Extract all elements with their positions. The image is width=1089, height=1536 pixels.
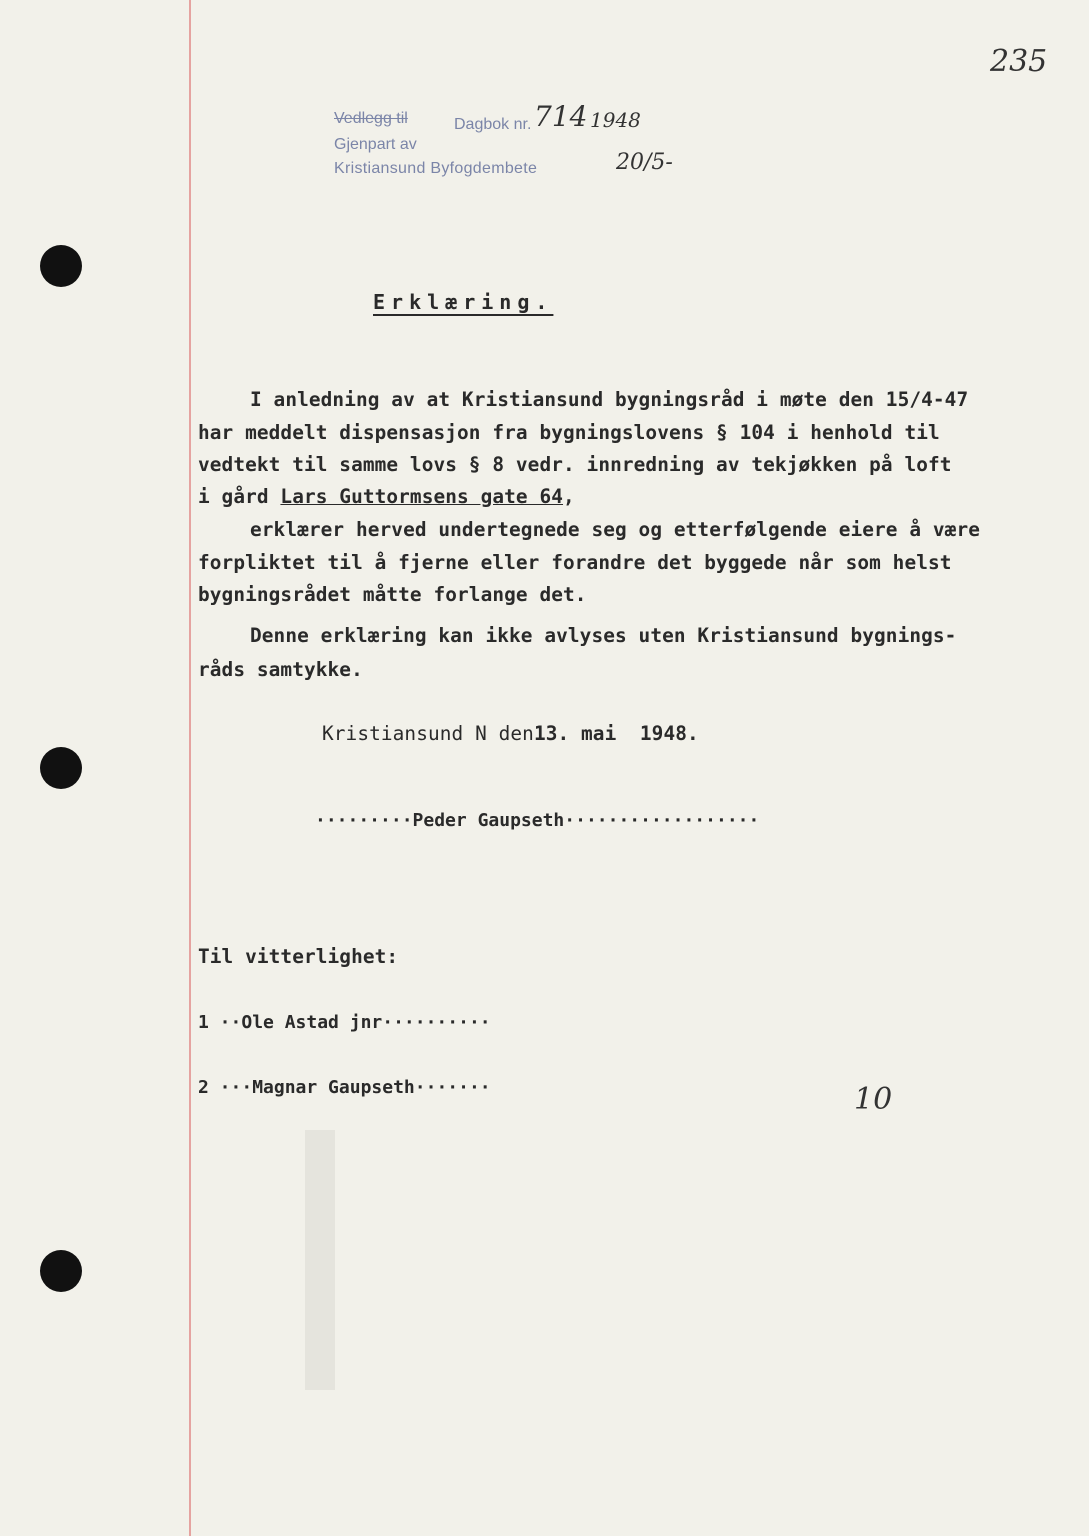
witness-number: 1 [198,1012,209,1033]
registration-stamp [334,100,694,184]
punch-hole [40,1250,82,1292]
margin-note: 10 [854,1082,893,1117]
paragraph-line: har meddelt dispensasjon fra bygningslovens § 104 i henhold til [198,421,940,444]
paragraph-line: Denne erklæring kan ikke avlyses uten Kristiansund bygnings- [250,624,957,647]
stamp-gjenpart: Gjenpart av [334,136,417,153]
stamp-office: Kristiansund Byfogdembete [334,160,538,177]
paragraph-line: bygningsrådet måtte forlange det. [198,583,587,606]
stamp-year: 1948 [590,108,641,132]
witness-name: Ole Astad jnr [241,1012,383,1033]
stamp-date: 20/5- [616,150,673,175]
paragraph-line: forpliktet til å fjerne eller forandre det byggede når som helst [198,551,952,574]
witness-name: Magnar Gaupseth [252,1077,415,1098]
margin-line [189,0,191,1536]
witness-line: 1 ··Ole Astad jnr·········· [198,1012,491,1033]
paragraph-line [198,485,575,508]
punch-hole [40,245,82,287]
place-date-value: 13. mai 1948. [533,722,699,745]
place-date-prefix: Kristiansund N den [322,722,534,745]
gard-prefix: i gård [198,485,281,508]
page-number: 235 [990,44,1048,79]
signature-name: Peder Gaupseth [412,810,565,831]
document-title: Erklæring. [373,290,554,314]
stamp-struck-text: Vedlegg til [334,110,408,127]
paragraph-line: I anledning av at Kristiansund bygningsråd i møte den 15/4-47 [250,388,969,411]
stamp-dagbok-number: 714 [534,100,588,133]
signature-line: ·········Peder Gaupseth·················· [315,810,760,831]
punch-hole [40,747,82,789]
paragraph-line: vedtekt til samme lovs § 8 vedr. innredning av tekjøkken på loft [198,453,952,476]
witness-line: 2 ···Magnar Gaupseth······· [198,1077,491,1098]
gard-suffix: , [563,485,575,508]
watermark [300,1130,340,1390]
witness-label: Til vitterlighet: [198,945,399,968]
stamp-dagbok-label: Dagbok nr. [454,116,532,133]
witness-number: 2 [198,1077,209,1098]
place-date [322,722,699,745]
gard-address: Lars Guttormsens gate 64 [280,485,564,508]
paragraph-line: erklærer herved undertegnede seg og etterfølgende eiere å være [250,518,980,541]
paragraph-line: råds samtykke. [198,658,363,681]
